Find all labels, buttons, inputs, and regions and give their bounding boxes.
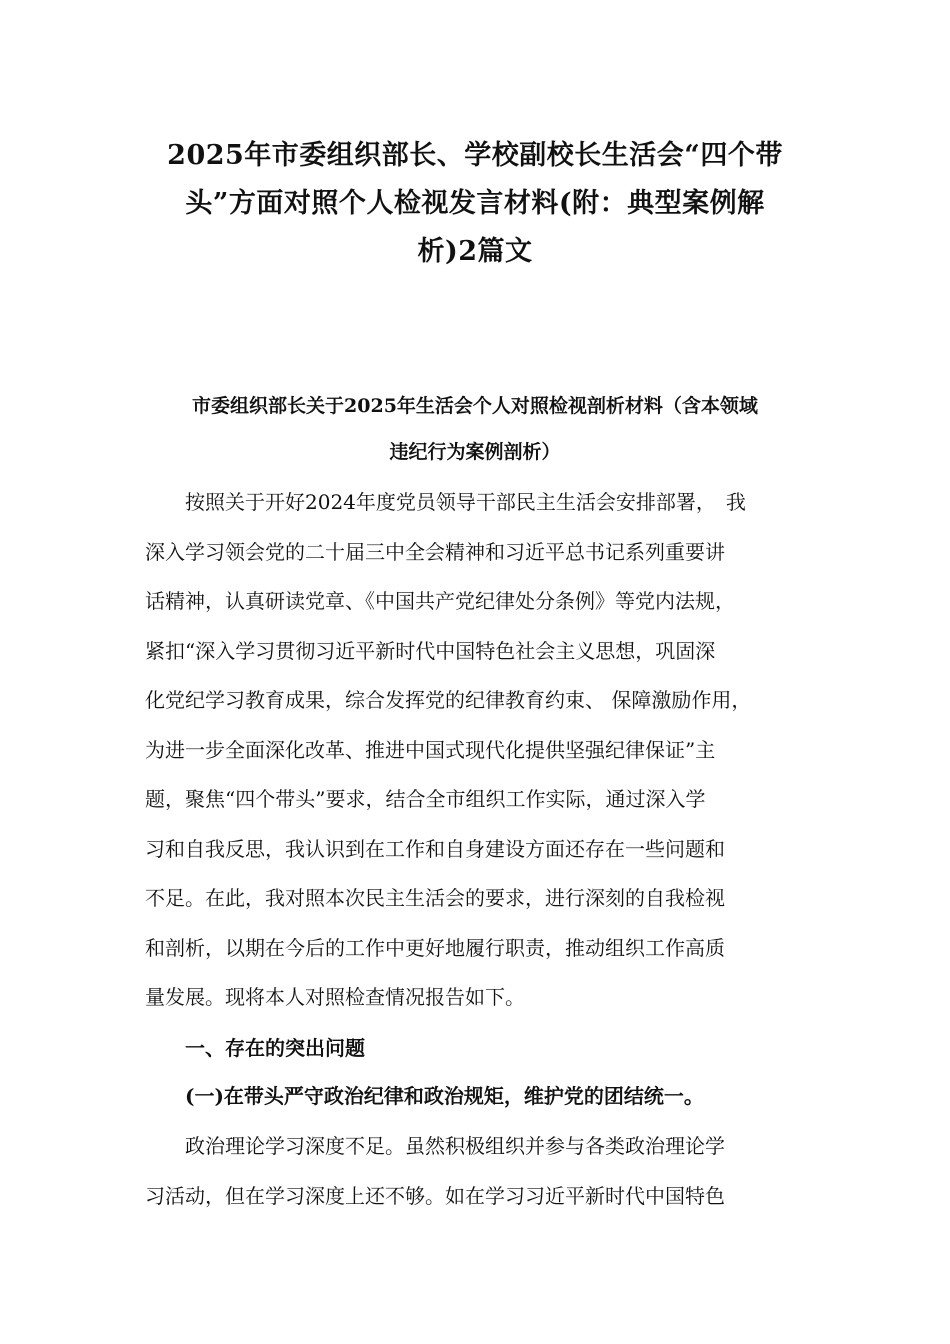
paragraph-line: 按照关于开好2024年度党员领导干部民主生活会安排部署， 我	[185, 490, 746, 514]
section-title-line-2: 违纪行为案例剖析）	[389, 441, 561, 463]
paragraph-line: 话精神，认真研读党章、《中国共产党纪律处分条例》等党内法规，	[145, 589, 735, 613]
heading-level-2: (一)在带头严守政治纪律和政治规矩，维护党的团结统一。	[185, 1084, 704, 1108]
paragraph-line: 量发展。现将本人对照检查情况报告如下。	[145, 985, 525, 1009]
paragraph-line: 和剖析，以期在今后的工作中更好地履行职责，推动组织工作高质	[145, 935, 725, 960]
document-title-line-1: 2025年市委组织部长、学校副校长生活会“四个带	[167, 140, 783, 171]
paragraph-line: 为进一步全面深化改革、推进中国式现代化提供坚强纪律保证”主	[145, 737, 716, 762]
paragraph-line: 政治理论学习深度不足。虽然积极组织并参与各类政治理论学	[185, 1134, 725, 1158]
paragraph-line: 化党纪学习教育成果，综合发挥党的纪律教育约束、 保障激励作用，	[145, 688, 752, 712]
paragraph-line: 习和自我反思，我认识到在工作和自身建设方面还存在一些问题和	[145, 836, 725, 861]
paragraph-line: 习活动，但在学习深度上还不够。如在学习习近平新时代中国特色	[145, 1183, 725, 1208]
document-title-line-3: 析)2篇文	[417, 236, 533, 267]
document-title-line-2: 头”方面对照个人检视发言材料(附：典型案例解	[185, 188, 765, 219]
document-title	[140, 132, 810, 276]
paragraph-line: 题，聚焦“四个带头”要求，结合全市组织工作实际，通过深入学	[145, 787, 706, 811]
section-title	[110, 383, 840, 475]
paragraph-line: 不足。在此，我对照本次民主生活会的要求，进行深刻的自我检视	[145, 886, 725, 910]
paragraph-political-theory	[145, 1122, 825, 1221]
section-title-line-1: 市委组织部长关于2025年生活会个人对照检视剖析材料（含本领域	[192, 395, 758, 417]
paragraph-line: 紧扣“深入学习贯彻习近平新时代中国特色社会主义思想，巩固深	[145, 638, 716, 663]
heading-level-1: 一、存在的突出问题	[185, 1036, 365, 1060]
intro-paragraph	[145, 478, 825, 1023]
paragraph-line: 深入学习领会党的二十届三中全会精神和习近平总书记系列重要讲	[145, 539, 725, 564]
